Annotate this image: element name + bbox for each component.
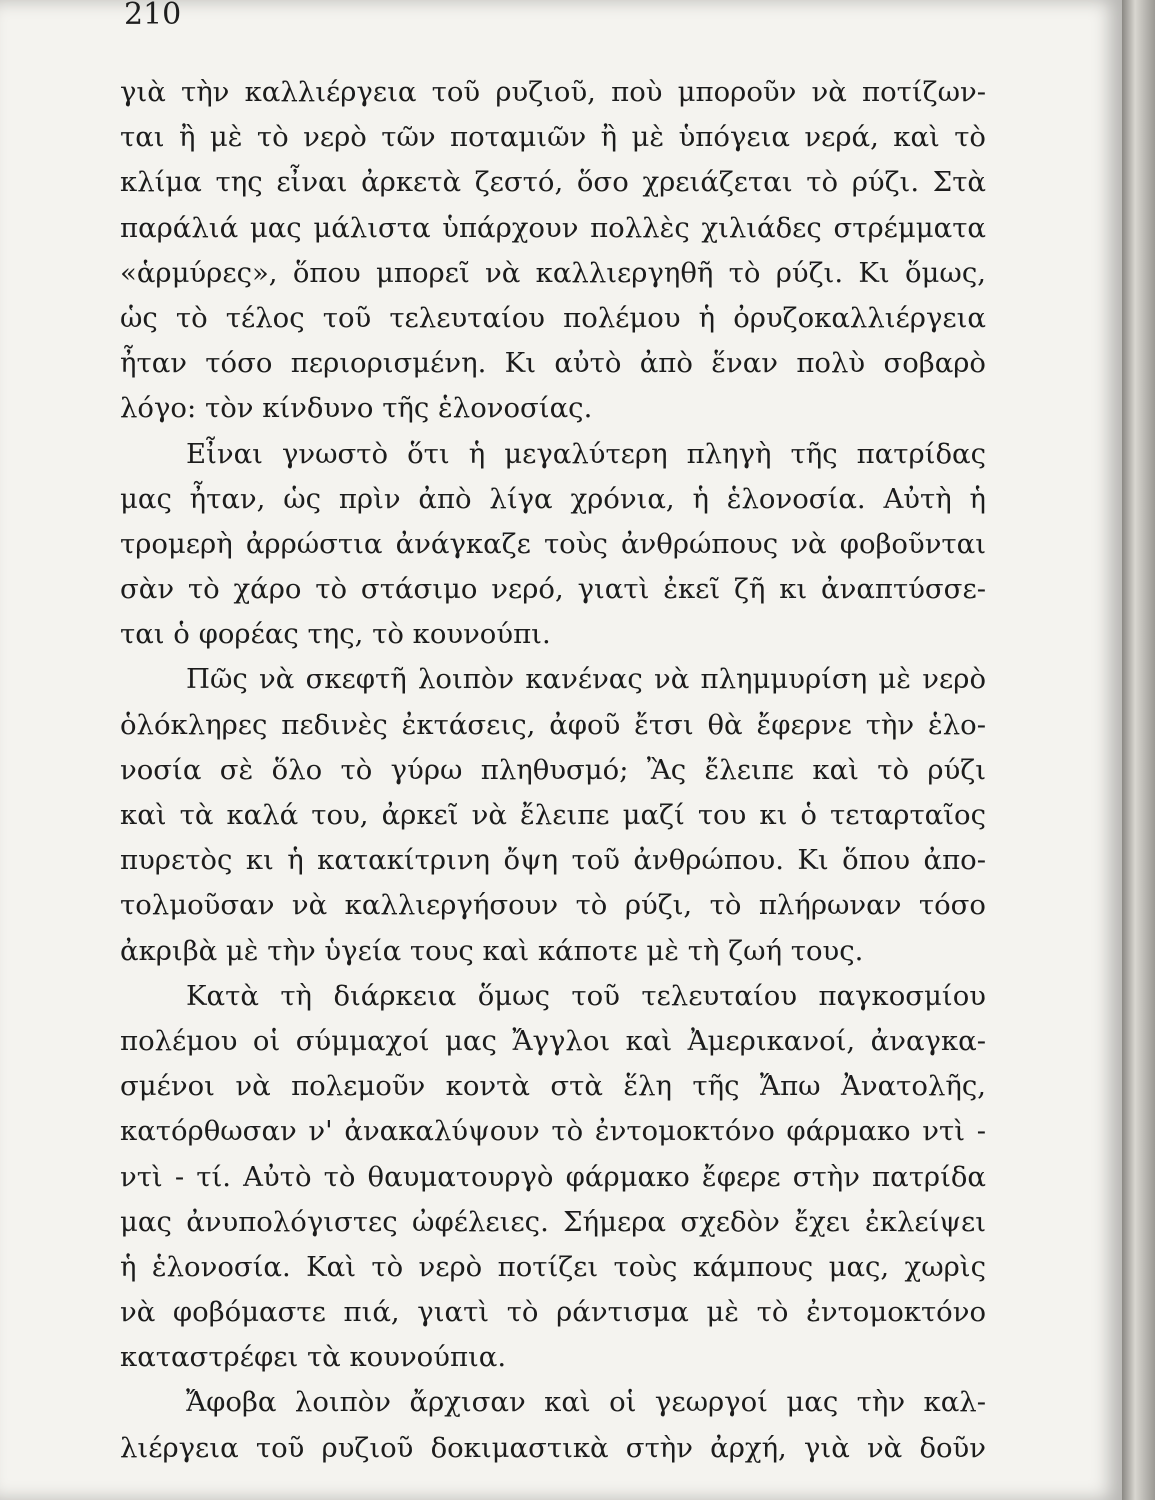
- text-line: καταστρέφει τὰ κουνούπια.: [120, 1341, 507, 1374]
- text-line: κλίμα της εἶναι ἀρκετὰ ζεστό, ὅσο χρειάζεται τὸ ρύζι. Στὰ: [120, 166, 986, 199]
- text-line: γιὰ τὴν καλλιέργεια τοῦ ρυζιοῦ, ποὺ μποροῦν νὰ ποτίζων-: [120, 76, 986, 108]
- text-line: ται ὁ φορέας της, τὸ κουνούπι.: [120, 618, 551, 651]
- text-line: νοσία σὲ ὅλο τὸ γύρω πληθυσμό; Ἂς ἔλειπε καὶ τὸ ρύζι: [120, 753, 986, 786]
- text-line: καὶ τὰ καλά του, ἀρκεῖ νὰ ἔλειπε μαζί του κι ὁ τεταρταῖος: [120, 799, 986, 831]
- book-page-edge: [1122, 0, 1155, 1500]
- text-line: ὡς τὸ τέλος τοῦ τελευταίου πολέμου ἡ ὀρυζοκαλλιέργεια: [120, 301, 986, 334]
- text-line: μας ἦταν, ὡς πρὶν ἀπὸ λίγα χρόνια, ἡ ἑλονοσία. Αὐτὴ ἡ: [120, 482, 986, 515]
- text-line: πυρετὸς κι ἡ κατακίτρινη ὄψη τοῦ ἀνθρώπου. Κι ὅπου ἀπο-: [120, 844, 986, 877]
- text-line: σὰν τὸ χάρο τὸ στάσιμο νερό, γιατὶ ἐκεῖ ζῆ κι ἀναπτύσσε-: [120, 573, 986, 606]
- paragraph-first-line: Εἶναι γνωστὸ ὅτι ἡ μεγαλύτερη πληγὴ τῆς πατρίδας: [186, 437, 986, 470]
- text-line: ντὶ - τί. Αὐτὸ τὸ θαυματουργὸ φάρμακο ἔφερε στὴν πατρίδα: [120, 1160, 986, 1193]
- text-line: λόγο: τὸν κίνδυνο τῆς ἑλονοσίας.: [120, 392, 593, 425]
- text-line: ἀκριβὰ μὲ τὴν ὑγεία τους καὶ κάποτε μὲ τὴ ζωή τους.: [120, 934, 864, 967]
- text-line: λιέργεια τοῦ ρυζιοῦ δοκιμαστικὰ στὴν ἀρχή, γιὰ νὰ δοῦν: [120, 1431, 986, 1464]
- text-line: σμένοι νὰ πολεμοῦν κοντὰ στὰ ἕλη τῆς Ἄπω Ἀνατολῆς,: [120, 1070, 986, 1103]
- text-line: μας ἀνυπολόγιστες ὠφέλειες. Σήμερα σχεδὸν ἔχει ἐκλείψει: [120, 1205, 986, 1238]
- text-line: ἦταν τόσο περιορισμένη. Κι αὐτὸ ἀπὸ ἕναν πολὺ σοβαρὸ: [120, 347, 986, 380]
- text-line: ται ἢ μὲ τὸ νερὸ τῶν ποταμιῶν ἢ μὲ ὑπόγεια νερά, καὶ τὸ: [120, 121, 986, 154]
- paragraph-first-line: Ἄφοβα λοιπὸν ἄρχισαν καὶ οἱ γεωργοί μας τὴν καλ-: [186, 1386, 986, 1419]
- text-line: ἡ ἑλονοσία. Καὶ τὸ νερὸ ποτίζει τοὺς κάμπους μας, χωρὶς: [120, 1250, 986, 1283]
- text-line: παράλιά μας μάλιστα ὑπάρχουν πολλὲς χιλιάδες στρέμματα: [120, 211, 986, 244]
- paragraph-first-line: Κατὰ τὴ διάρκεια ὅμως τοῦ τελευταίου παγκοσμίου: [186, 979, 986, 1012]
- text-line: πολέμου οἱ σύμμαχοί μας Ἄγγλοι καὶ Ἀμερικανοί, ἀναγκα-: [120, 1024, 986, 1057]
- text-line: ὁλόκληρες πεδινὲς ἐκτάσεις, ἀφοῦ ἔτσι θὰ ἔφερνε τὴν ἑλο-: [120, 708, 986, 741]
- body-text: [120, 70, 986, 1471]
- text-line: «ἁρμύρες», ὅπου μπορεῖ νὰ καλλιεργηθῆ τὸ ρύζι. Κι ὅμως,: [120, 256, 986, 289]
- text-line: τρομερὴ ἀρρώστια ἀνάγκαζε τοὺς ἀνθρώπους νὰ φοβοῦνται: [120, 527, 986, 560]
- page-number: 210: [124, 0, 182, 32]
- paragraph-first-line: Πῶς νὰ σκεφτῆ λοιπὸν κανένας νὰ πλημμυρίση μὲ νερὸ: [186, 663, 986, 696]
- text-line: κατόρθωσαν ν' ἀνακαλύψουν τὸ ἐντομοκτόνο φάρμακο ντὶ -: [120, 1115, 986, 1148]
- text-line: νὰ φοβόμαστε πιά, γιατὶ τὸ ράντισμα μὲ τὸ ἐντομοκτόνο: [120, 1296, 986, 1329]
- text-line: τολμοῦσαν νὰ καλλιεργήσουν τὸ ρύζι, τὸ πλήρωναν τόσο: [120, 889, 986, 922]
